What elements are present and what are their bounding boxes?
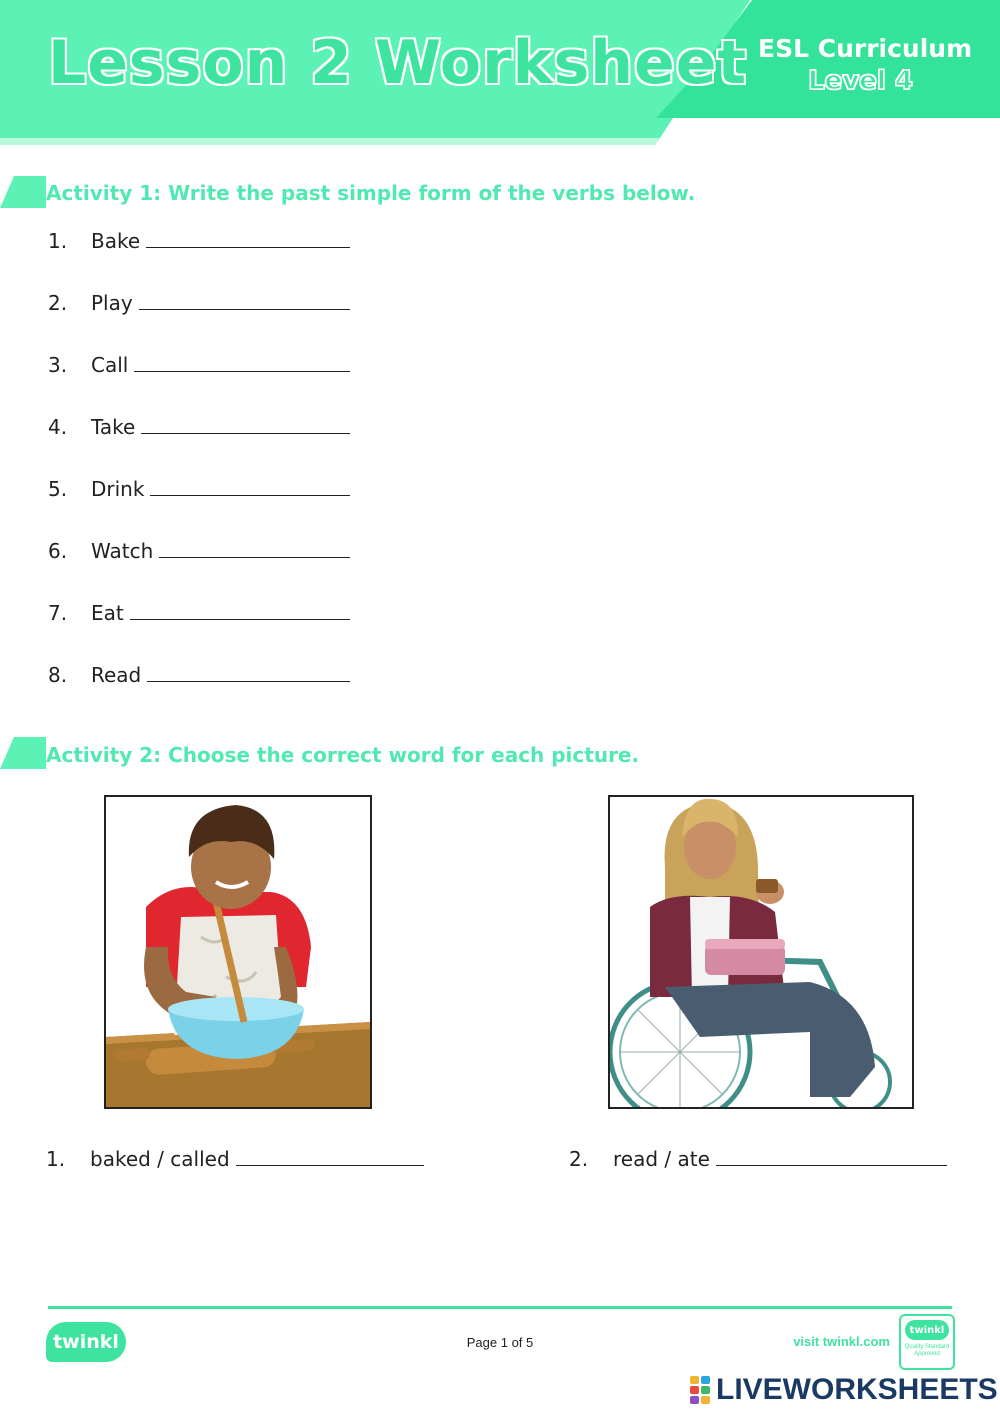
activity-2-tab: [0, 737, 46, 769]
verb-row: [48, 471, 350, 501]
level-label: Level 4: [808, 66, 913, 96]
twinkl-logo[interactable]: twinkl: [46, 1322, 126, 1362]
word-choices: read / ate: [613, 1147, 710, 1171]
wheelchair-girl-picture: [608, 795, 914, 1109]
verb-label: Drink: [91, 477, 145, 501]
baking-illustration: [106, 797, 370, 1107]
answer-blank[interactable]: [716, 1164, 947, 1166]
item-number: 4.: [48, 415, 68, 439]
picture-answer-row: [46, 1141, 424, 1171]
item-number: 7.: [48, 601, 68, 625]
liveworksheets-watermark: [690, 1370, 998, 1410]
activity-1-tab: [0, 176, 46, 208]
answer-blank[interactable]: [159, 556, 350, 558]
answer-blank[interactable]: [146, 246, 350, 248]
item-number: 3.: [48, 353, 68, 377]
verb-row: [48, 595, 350, 625]
answer-blank[interactable]: [141, 432, 350, 434]
item-number: 2.: [569, 1147, 589, 1171]
badge-logo: twinkl: [905, 1320, 949, 1340]
verb-label: Eat: [91, 601, 124, 625]
item-number: 5.: [48, 477, 68, 501]
activity-2-heading: Activity 2: Choose the correct word for each picture.: [46, 743, 640, 767]
verb-row: [48, 223, 350, 253]
answer-blank[interactable]: [147, 680, 350, 682]
item-number: 2.: [48, 291, 68, 315]
item-number: 6.: [48, 539, 68, 563]
verb-label: Bake: [91, 229, 141, 253]
verb-label: Call: [91, 353, 129, 377]
item-number: 1.: [46, 1147, 66, 1171]
liveworksheets-wordmark: LIVEWORKSHEETS: [716, 1373, 998, 1406]
item-number: 1.: [48, 229, 68, 253]
badge-text: Quality Standard Approved: [904, 1344, 950, 1357]
answer-blank[interactable]: [134, 370, 350, 372]
quality-standard-badge: [899, 1314, 955, 1370]
worksheet-title: Lesson 2 Worksheet: [48, 28, 748, 98]
answer-blank[interactable]: [150, 494, 350, 496]
footer-rule: [48, 1306, 952, 1309]
item-number: 8.: [48, 663, 68, 687]
liveworksheets-logo-icon: [690, 1376, 710, 1404]
verb-row: [48, 347, 350, 377]
answer-blank[interactable]: [139, 308, 350, 310]
baking-boy-picture: [104, 795, 372, 1109]
verb-row: [48, 533, 350, 563]
visit-link[interactable]: visit twinkl.com: [793, 1334, 890, 1349]
verb-label: Take: [91, 415, 136, 439]
eating-illustration: [610, 797, 912, 1107]
verb-label: Play: [91, 291, 133, 315]
verb-row: [48, 657, 350, 687]
word-choices: baked / called: [90, 1147, 230, 1171]
answer-blank[interactable]: [236, 1164, 424, 1166]
page-number: Page 1 of 5: [466, 1335, 534, 1350]
verb-label: Watch: [91, 539, 154, 563]
verb-label: Read: [91, 663, 142, 687]
picture-answer-row: [569, 1141, 947, 1171]
curriculum-label: ESL Curriculum: [758, 34, 973, 63]
activity-1-heading: Activity 1: Write the past simple form of the verbs below.: [46, 181, 696, 205]
answer-blank[interactable]: [130, 618, 350, 620]
verb-row: [48, 409, 350, 439]
verb-row: [48, 285, 350, 315]
